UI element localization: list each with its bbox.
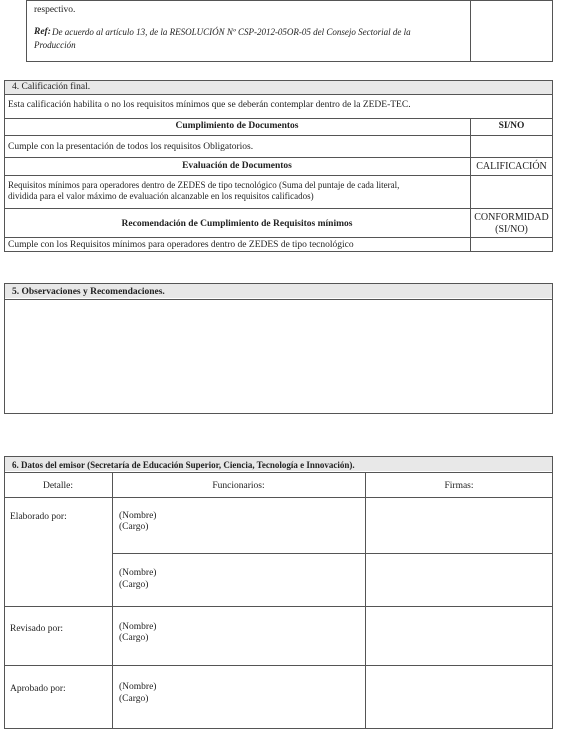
cumplimiento-row: Cumple con la presentación de todos los requisitos Obligatorios. xyxy=(8,142,254,152)
revisado-nombre: (Nombre) xyxy=(119,622,157,632)
ref-text-2: Producción xyxy=(34,40,76,50)
top-divider xyxy=(470,0,471,62)
s6-line-aprobado xyxy=(4,665,553,666)
conformidad-label: CONFORMIDAD xyxy=(474,212,549,223)
aprobado-label: Aprobado por: xyxy=(10,684,66,694)
top-line-respectivo: respectivo. xyxy=(34,5,76,15)
aprobado-nombre: (Nombre) xyxy=(119,682,157,692)
conformidad-sino: (SI/NO) xyxy=(495,224,528,235)
section-4-intro: Esta calificación habilita o no los requisitos mínimos que se deberán contemplar dentro de la ZEDE-TEC. xyxy=(8,100,411,110)
requisitos-line-1: Requisitos mínimos para operadores dentro de ZEDES de tipo tecnológico (Suma del puntaje de cada literal, xyxy=(8,180,400,190)
section-4-title: 4. Calificación final. xyxy=(12,82,91,92)
section-5-title: 5. Observaciones y Recomendaciones. xyxy=(12,287,165,297)
s4-right-divider xyxy=(470,118,471,252)
s6-line-cols xyxy=(4,497,553,498)
s5-line xyxy=(4,299,553,300)
elaborado-cargo-2: (Cargo) xyxy=(119,580,149,590)
section-6-title: 6. Datos del emisor (Secretaría de Educación Superior, Ciencia, Tecnología e Innovación). xyxy=(12,460,355,470)
s6-divider-1 xyxy=(112,472,113,729)
s6-line-header xyxy=(4,472,553,473)
col-funcionarios: Funcionarios: xyxy=(212,481,265,491)
s4-line-1 xyxy=(4,94,553,95)
cumple-minimos-row: Cumple con los Requisitos mínimos para operadores dentro de ZEDES de tipo tecnológico xyxy=(8,240,354,250)
calificacion-header: CALIFICACIÓN xyxy=(476,161,547,172)
cumplimiento-header: Cumplimiento de Documentos xyxy=(175,121,299,131)
col-detalle: Detalle: xyxy=(42,481,74,491)
evaluacion-header: Evaluación de Documentos xyxy=(182,161,292,171)
elaborado-label: Elaborado por: xyxy=(10,512,67,522)
requisitos-line-2: dividida para el valor máximo de evaluación alcanzable en los requisitos calificados) xyxy=(8,191,314,201)
ref-label: Ref: xyxy=(34,27,51,37)
elaborado-nombre-1: (Nombre) xyxy=(119,511,157,521)
aprobado-cargo: (Cargo) xyxy=(119,694,149,704)
elaborado-nombre-2: (Nombre) xyxy=(119,568,157,578)
col-firmas: Firmas: xyxy=(444,481,474,491)
s6-line-elab-split xyxy=(112,553,553,554)
ref-text: De acuerdo al artículo 13, de la RESOLUCIÓN Nº CSP-2012-05OR-05 del Consejo Sectorial de la xyxy=(52,27,411,37)
sino-header: SI/NO xyxy=(498,121,525,131)
section-5-box xyxy=(4,283,553,414)
s6-divider-2 xyxy=(365,472,366,729)
revisado-label: Revisado por: xyxy=(10,624,64,634)
elaborado-cargo-1: (Cargo) xyxy=(119,522,149,532)
recomendacion-header: Recomendación de Cumplimiento de Requisitos mínimos xyxy=(121,219,353,229)
s6-line-revisado xyxy=(4,606,553,607)
revisado-cargo: (Cargo) xyxy=(119,633,149,643)
